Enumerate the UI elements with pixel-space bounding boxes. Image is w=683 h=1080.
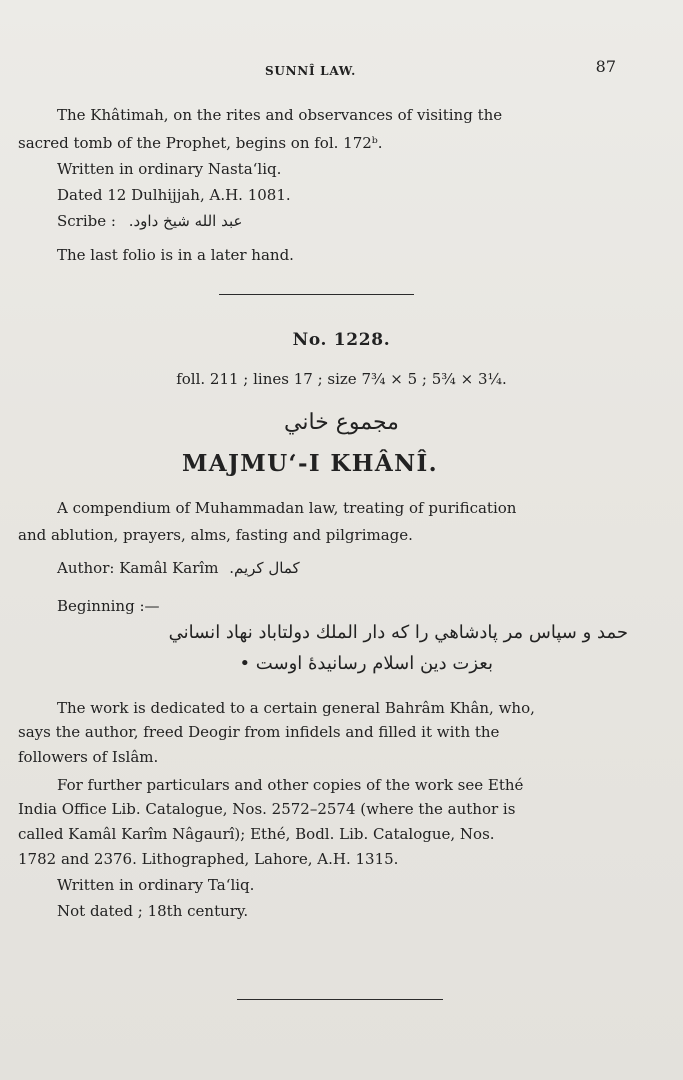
arabic-title: مجموع خاني [284, 410, 399, 435]
description-line-2: and ablution, prayers, alms, fasting and pilgrimage. [18, 526, 413, 544]
khatimah-line-2: sacred tomb of the Prophet, begins on fol. 172ᵇ. [18, 134, 383, 152]
entry-number: No. 1228. [292, 330, 391, 350]
page-number: 87 [595, 57, 616, 76]
author-label: Author: [57, 559, 115, 577]
particulars-line-4: 1782 and 2376. Lithographed, Lahore, A.H. 1315. [18, 850, 399, 868]
manuscript-specs: foll. 211 ; lines 17 ; size 7¾ × 5 ; 5¾ × 3¼. [176, 370, 507, 388]
scribe-name: عبد الله شیخ داود. [128, 212, 243, 230]
author-line [57, 556, 300, 580]
khatimah-line-1: The Khâtimah, on the rites and observances of visiting the [57, 106, 503, 124]
work-title: MAJMU‘-I KHÂNÎ. [181, 450, 439, 477]
beginning-text-line-1: حمد و سپاس مر پادشاهي را که دار الملك دولتاباد نهاد انساني [168, 622, 628, 643]
beginning-text-line-2: بعزت دين اسلام رسانيدۀ اوست • [239, 653, 493, 674]
scribe-note [57, 209, 242, 233]
description-line-1: A compendium of Muhammadan law, treating of purification [57, 499, 517, 517]
author-arabic: کمال کریم. [229, 559, 300, 577]
scribe-label: Scribe : [57, 212, 116, 230]
section-divider [219, 294, 414, 295]
script-note-2: Written in ordinary Ta‘liq. [57, 876, 255, 894]
particulars-line-1: For further particulars and other copies of the work see Ethé [57, 776, 524, 794]
dedication-line-2: says the author, freed Deogir from infidels and filled it with the [18, 723, 500, 741]
date-note: Dated 12 Dulhijjah, A.H. 1081. [57, 186, 291, 204]
dedication-line-3: followers of Islâm. [18, 748, 159, 766]
particulars-line-2: India Office Lib. Catalogue, Nos. 2572–2574 (where the author is [18, 800, 516, 818]
date-note-2: Not dated ; 18th century. [57, 902, 249, 920]
beginning-label: Beginning :— [57, 597, 160, 615]
script-note: Written in ordinary Nasta‘liq. [57, 160, 282, 178]
particulars-line-3: called Kamâl Karîm Nâgaurî); Ethé, Bodl. Lib. Catalogue, Nos. [18, 825, 495, 843]
dedication-line-1: The work is dedicated to a certain general Bahrâm Khân, who, [57, 699, 535, 717]
section-divider-bottom [237, 999, 443, 1000]
author-name: Kamâl Karîm [119, 559, 219, 577]
last-folio-note: The last folio is in a later hand. [57, 246, 294, 264]
running-header: SUNNÎ LAW. [265, 64, 356, 78]
